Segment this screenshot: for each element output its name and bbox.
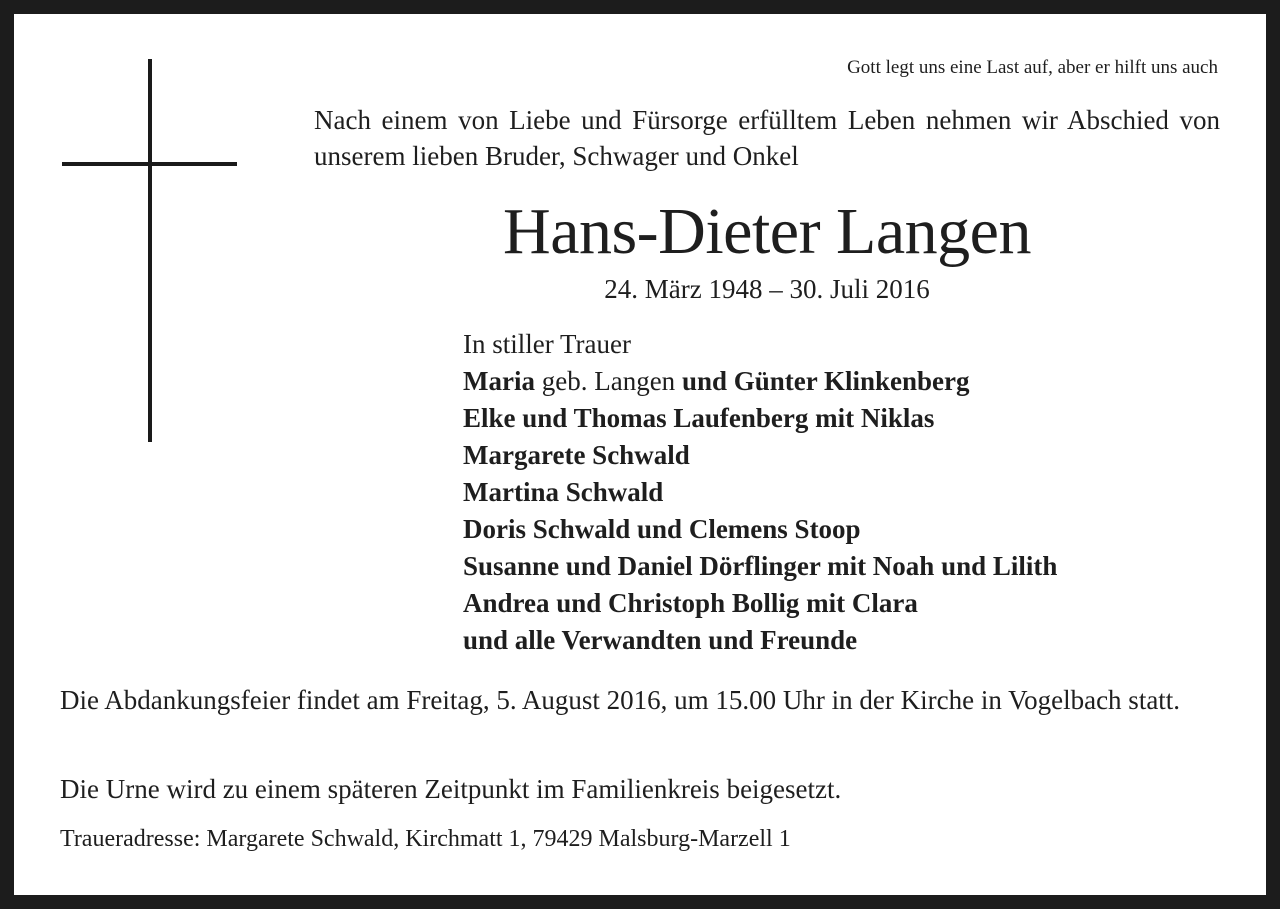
mourner-line: Margarete Schwald [463,440,690,470]
motto: Gott legt uns eine Last auf, aber er hilft uns auch [847,57,1218,78]
mourners-lead: In stiller Trauer [463,329,631,359]
mourner-line: Doris Schwald und Clemens Stoop [463,514,861,544]
mourning-address: Traueradresse: Margarete Schwald, Kirchmatt 1, 79429 Malsburg-Marzell 1 [60,826,791,852]
mourner-line: Andrea und Christoph Bollig mit Clara [463,588,918,618]
mourner-maiden-name: geb. Langen [534,366,682,396]
mourner-line: Martina Schwald [463,477,664,507]
deceased-name: Hans-Dieter Langen [503,195,1031,268]
mourner-name: Maria [463,366,535,396]
life-dates: 24. März 1948 – 30. Juli 2016 [604,274,930,304]
cross-horizontal-bar [62,162,237,166]
urn-info: Die Urne wird zu einem späteren Zeitpunkt im Familienkreis beigesetzt. [60,774,842,804]
mourner-line [463,363,1263,400]
mourner-partner: und Günter Klinkenberg [681,366,970,396]
mourner-line: und alle Verwandten und Freunde [463,625,858,655]
cross-vertical-bar [148,59,152,442]
mourners-list [463,326,1263,659]
ceremony-info: Die Abdankungsfeier findet am Freitag, 5. August 2016, um 15.00 Uhr in der Kirche in Vogelbach statt. [60,685,1181,715]
mourner-line: Elke und Thomas Laufenberg mit Niklas [463,403,935,433]
obituary-notice [14,14,1266,895]
intro-text: Nach einem von Liebe und Fürsorge erfülltem Leben nehmen wir Abschied von unserem lieben Bruder, Schwager und Onkel [314,105,1220,171]
mourner-line: Susanne und Daniel Dörflinger mit Noah und Lilith [463,551,1058,581]
